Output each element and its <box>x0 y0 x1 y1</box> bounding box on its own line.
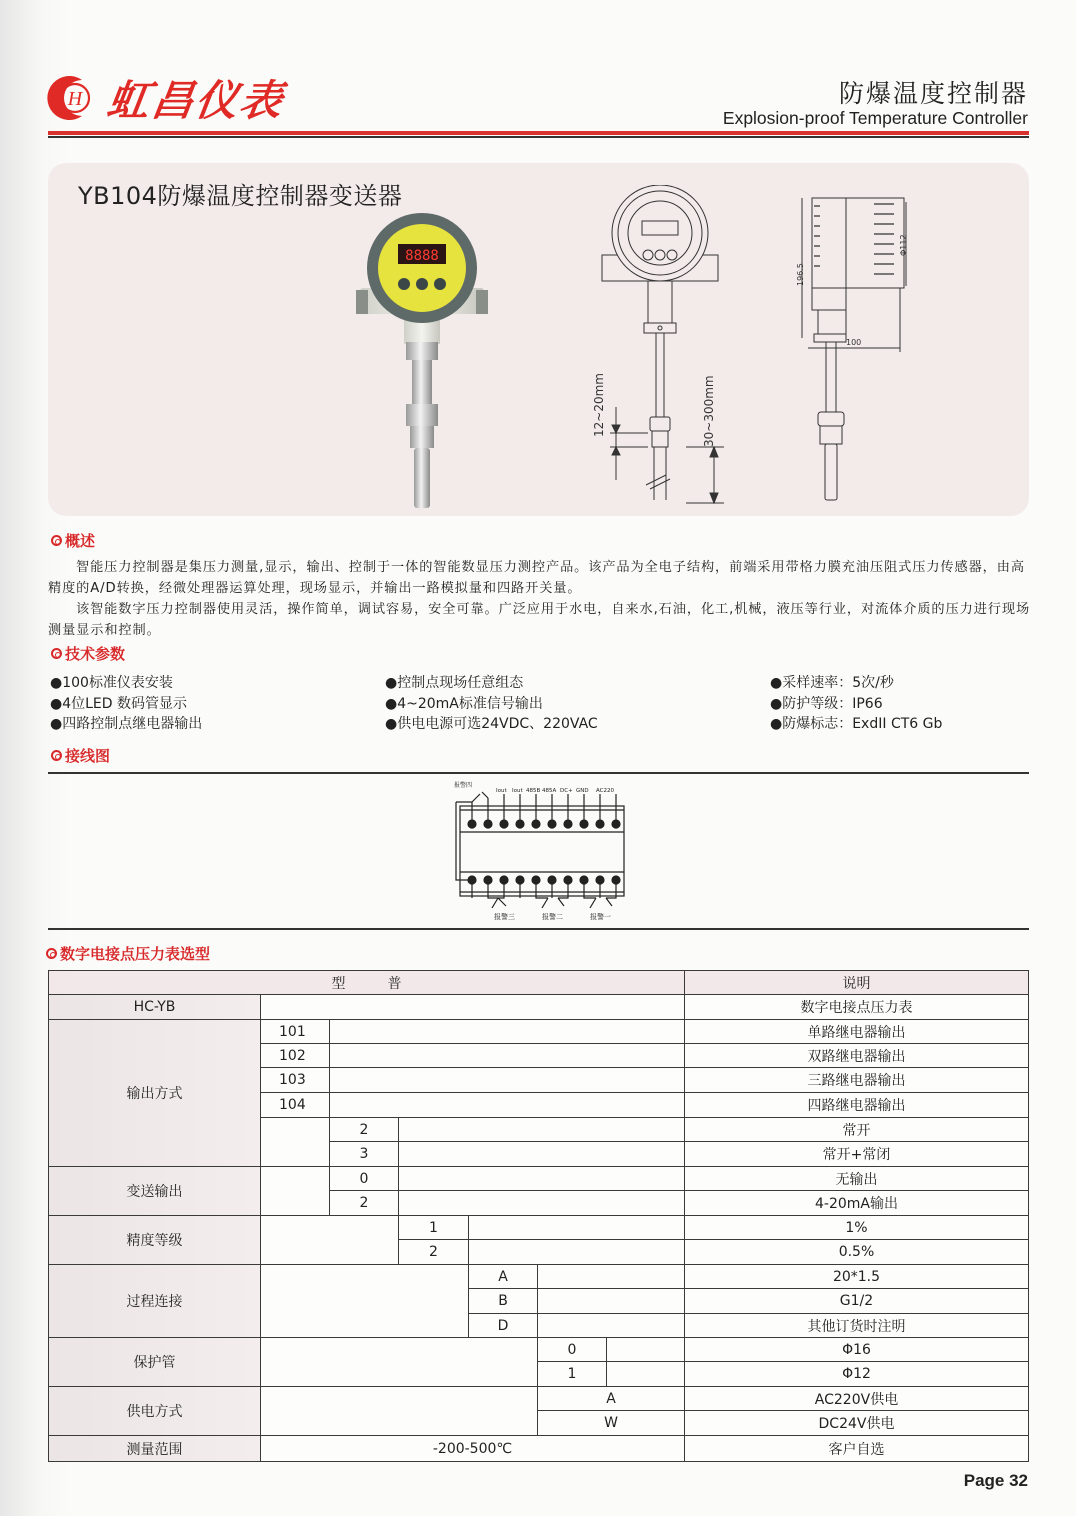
spec-item: ●供电电源可选24VDC、220VAC <box>385 716 598 732</box>
side-dimension-drawing <box>790 190 920 510</box>
code-power-w: W <box>537 1410 685 1436</box>
table-header-desc: 说明 <box>684 970 1029 995</box>
table-empty <box>329 1043 685 1068</box>
wiring-label-485b: 485B <box>526 788 541 794</box>
section-overview-heading: 概述 <box>51 530 95 551</box>
range-value: -200-500℃ <box>260 1435 685 1462</box>
bullet-ring-icon <box>51 750 62 761</box>
svg-text:H: H <box>67 88 83 110</box>
spec-column-2 <box>385 673 598 735</box>
code-transmit-0: 0 <box>329 1166 399 1191</box>
code-contact-2: 2 <box>329 1117 399 1142</box>
wiring-label-ac220: AC220 <box>596 788 615 794</box>
spec-column-1 <box>50 673 202 735</box>
desc-transmit-0: 无输出 <box>684 1166 1029 1191</box>
section-wiring-heading: 接线图 <box>51 745 110 766</box>
wiring-label-485a: 485A <box>542 788 557 794</box>
logo-ch-icon <box>42 72 98 124</box>
desc-103: 三路继电器输出 <box>684 1067 1029 1093</box>
table-empty <box>260 1166 330 1216</box>
code-contact-3: 3 <box>329 1141 399 1167</box>
wiring-label-alarm1: 报警一 <box>590 913 611 921</box>
selection-table <box>48 970 1029 1463</box>
wiring-diagram <box>452 780 628 926</box>
spec-item: ●采样速率：5次/秒 <box>770 675 894 691</box>
code-transmit-2: 2 <box>329 1190 399 1216</box>
dim-height-label: 196.5 <box>796 263 805 286</box>
front-dimension-drawing <box>590 185 730 505</box>
table-empty <box>537 1264 685 1289</box>
desc-power-a: AC220V供电 <box>684 1386 1029 1411</box>
wiring-label-iout1: Iout <box>496 788 507 794</box>
code-103: 103 <box>260 1067 330 1093</box>
desc-101: 单路继电器输出 <box>684 1019 1029 1044</box>
spec-item: ●四路控制点继电器输出 <box>50 716 203 732</box>
group-label-transmit: 变送输出 <box>48 1166 261 1216</box>
table-empty <box>260 1337 538 1387</box>
code-104: 104 <box>260 1092 330 1118</box>
base-desc: 数字电接点压力表 <box>684 994 1029 1020</box>
code-power-a: A <box>537 1386 685 1411</box>
code-accuracy-2: 2 <box>398 1239 469 1265</box>
product-title: YB104防爆温度控制器变送器 <box>78 182 403 210</box>
header-divider-red <box>48 131 1029 135</box>
table-empty <box>468 1239 685 1265</box>
overview-paragraph-2: 该智能数字压力控制器使用灵活，操作简单，调试容易，安全可靠。广泛应用于水电，自来水,石油，化工,机械，液压等行业，对流体介质的压力进行现场测量显示和控制。 <box>48 602 1031 638</box>
desc-tube-1: Φ12 <box>684 1361 1029 1387</box>
table-empty <box>260 994 685 1020</box>
desc-102: 双路继电器输出 <box>684 1043 1029 1068</box>
table-empty <box>606 1337 685 1362</box>
desc-104: 四路继电器输出 <box>684 1092 1029 1118</box>
dim-width-label: 100 <box>846 338 862 347</box>
code-connection-d: D <box>468 1313 538 1338</box>
wiring-label-gnd: GND <box>576 788 589 794</box>
table-empty <box>260 1264 469 1338</box>
page-number: Page 32 <box>963 1471 1028 1490</box>
table-empty <box>398 1117 685 1142</box>
desc-tube-0: Φ16 <box>684 1337 1029 1362</box>
desc-power-w: DC24V供电 <box>684 1410 1029 1436</box>
bullet-ring-icon <box>51 535 62 546</box>
table-empty <box>398 1190 685 1216</box>
spec-item: ●防爆标志：ExdII CT6 Gb <box>770 716 943 732</box>
table-empty <box>537 1288 685 1314</box>
table-empty <box>468 1215 685 1240</box>
desc-connection-a: 20*1.5 <box>684 1264 1029 1289</box>
wiring-label-alarm3: 报警三 <box>494 913 515 921</box>
spec-item: ●100标准仪表安装 <box>50 675 173 691</box>
table-header-model: 型 普 <box>48 970 685 995</box>
code-102: 102 <box>260 1043 330 1068</box>
code-connection-a: A <box>468 1264 538 1289</box>
table-empty <box>398 1141 685 1167</box>
range-desc: 客户自选 <box>684 1435 1029 1462</box>
spec-item: ●4~20mA标准信号输出 <box>385 695 543 712</box>
desc-connection-b: G1/2 <box>684 1288 1029 1314</box>
table-empty <box>329 1019 685 1044</box>
dim-diameter-label: Φ112 <box>899 234 908 256</box>
overview-paragraph-1: 智能压力控制器是集压力测量,显示，输出、控制于一体的智能数显压力测控产品。该产品为全电子结构，前端采用带格力膜充油压阻式压力传感器，由高精度的A/D转换，经微处理器运算处理，现场显示，并输出一路模拟量和四路开关量。 <box>48 560 1025 596</box>
table-empty <box>606 1361 685 1387</box>
group-label-tube: 保护管 <box>48 1337 261 1387</box>
header-title-cn: 防爆温度控制器 <box>838 79 1028 108</box>
group-label-connection: 过程连接 <box>48 1264 261 1338</box>
svg-text:8888: 8888 <box>405 248 439 264</box>
code-accuracy-1: 1 <box>398 1215 469 1240</box>
section-selection-heading: 数字电接点压力表选型 <box>46 943 210 964</box>
group-label-accuracy: 精度等级 <box>48 1215 261 1265</box>
code-tube-1: 1 <box>537 1361 607 1387</box>
spec-column-3 <box>770 673 942 735</box>
wiring-label-dcplus: DC+ <box>560 788 573 794</box>
header-divider-black <box>48 136 1029 138</box>
desc-connection-d: 其他订货时注明 <box>684 1313 1029 1338</box>
table-empty <box>260 1215 399 1265</box>
group-label-output: 输出方式 <box>48 1019 261 1167</box>
base-code: HC-YB <box>48 994 261 1020</box>
wiring-divider-top <box>48 772 1029 774</box>
desc-contact-2: 常开 <box>684 1117 1029 1142</box>
wiring-label-alarm2: 报警二 <box>542 913 563 921</box>
code-101: 101 <box>260 1019 330 1044</box>
bullet-ring-icon <box>51 648 62 659</box>
brand-logo <box>42 72 288 125</box>
desc-transmit-2: 4-20mA输出 <box>684 1190 1029 1216</box>
group-label-power: 供电方式 <box>48 1386 261 1436</box>
group-label-range: 测量范围 <box>48 1435 261 1462</box>
table-empty <box>329 1092 685 1118</box>
table-empty <box>537 1313 685 1338</box>
table-empty <box>260 1386 538 1436</box>
spec-item: ●控制点现场任意组态 <box>385 675 524 691</box>
dim-thread-label: 12~20mm <box>592 373 606 437</box>
desc-accuracy-2: 0.5% <box>684 1239 1029 1265</box>
bullet-ring-icon <box>46 948 57 959</box>
brand-name: 虹昌仪表 <box>104 76 288 125</box>
table-empty <box>398 1166 685 1191</box>
table-empty <box>260 1117 330 1167</box>
dim-insertion-label: 30~300mm <box>702 375 716 447</box>
desc-accuracy-1: 1% <box>684 1215 1029 1240</box>
wiring-label-alarm4: 报警四 <box>454 782 473 789</box>
product-photo <box>352 208 492 510</box>
header-title-en: Explosion-proof Temperature Controller <box>722 108 1028 128</box>
wiring-label-iout2: Iout <box>512 788 523 794</box>
code-tube-0: 0 <box>537 1337 607 1362</box>
wiring-divider-bottom <box>48 928 1029 930</box>
spec-item: ●防护等级：IP66 <box>770 695 883 712</box>
section-specs-heading: 技术参数 <box>51 643 125 664</box>
code-connection-b: B <box>468 1288 538 1314</box>
table-empty <box>329 1067 685 1093</box>
desc-contact-3: 常开+常闭 <box>684 1141 1029 1167</box>
spec-item: ●4位LED 数码管显示 <box>50 695 187 712</box>
